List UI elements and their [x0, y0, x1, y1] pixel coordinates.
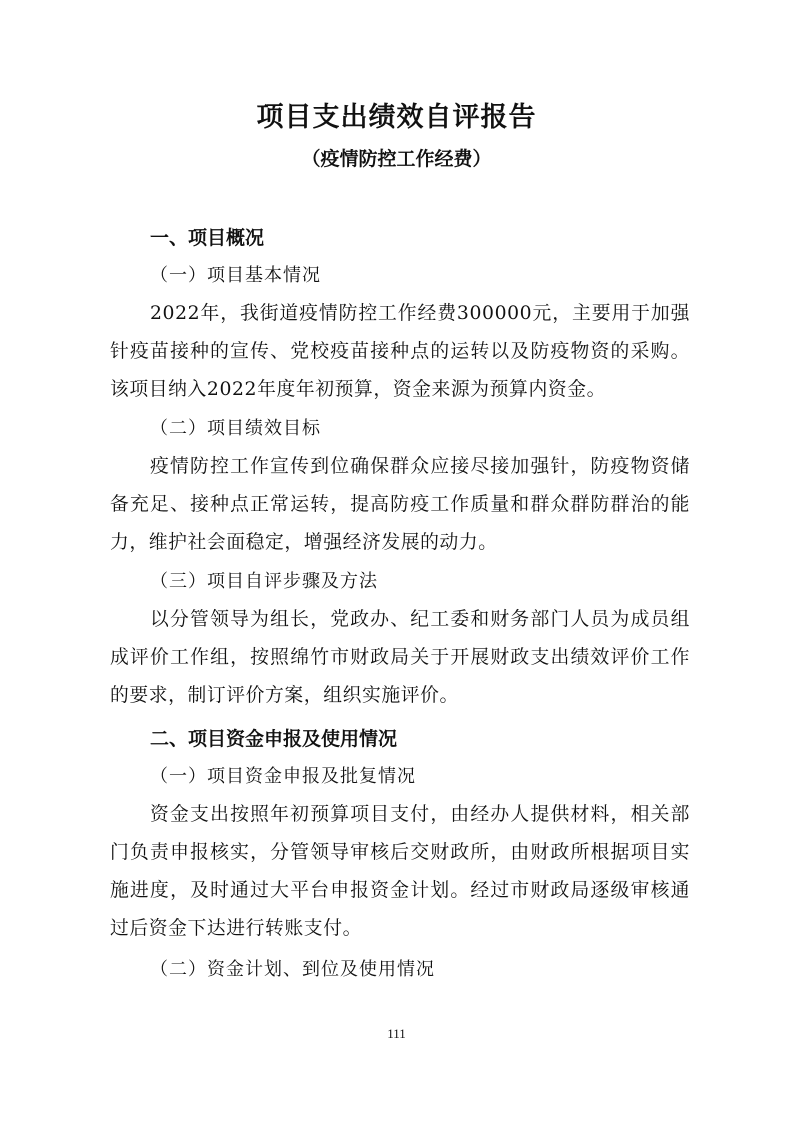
- subsection-heading-funds-declaration: （一）项目资金申报及批复情况: [150, 766, 416, 787]
- page-number: 111: [387, 1026, 406, 1041]
- paragraph-basic-info: 2022年，我街道疫情防控工作经费300000元，主要用于加强针疫苗接种的宣传、党校疫苗接种点的运转以及防疫物资的采购。该项目纳入2022年度年初预算，资金来源为预算内资金。: [110, 303, 690, 400]
- document-subtitle: （疫情防控工作经费）: [301, 148, 492, 170]
- document-title: 项目支出绩效自评报告: [256, 102, 537, 133]
- section-heading-funds: 二、项目资金申报及使用情况: [150, 728, 398, 750]
- subsection-heading-performance-goal: （二）项目绩效目标: [150, 418, 321, 439]
- paragraph-self-evaluation: 以分管领导为组长，党政办、纪工委和财务部门人员为成员组成评价工作组，按照绵竹市财政局关于开展财政支出绩效评价工作的要求，制订评价方案，组织实施评价。: [110, 609, 690, 706]
- subsection-heading-funds-plan: （二）资金计划、到位及使用情况: [150, 959, 435, 980]
- paragraph-funds-declaration: 资金支出按照年初预算项目支付，由经办人提供材料，相关部门负责申报核实，分管领导审核后交财政所，由财政所根据项目实施进度，及时通过大平台申报资金计划。经过市财政局逐级审核通过后资金下达进行转账支付。: [110, 804, 690, 939]
- section-heading-overview: 一、项目概况: [150, 227, 265, 249]
- subsection-heading-self-evaluation: （三）项目自评步骤及方法: [150, 571, 378, 592]
- paragraph-performance-goal: 疫情防控工作宣传到位确保群众应接尽接加强针，防疫物资储备充足、接种点正常运转，提高防疫工作质量和群众群防群治的能力，维护社会面稳定，增强经济发展的动力。: [110, 456, 690, 553]
- subsection-heading-basic-info: （一）项目基本情况: [150, 265, 321, 286]
